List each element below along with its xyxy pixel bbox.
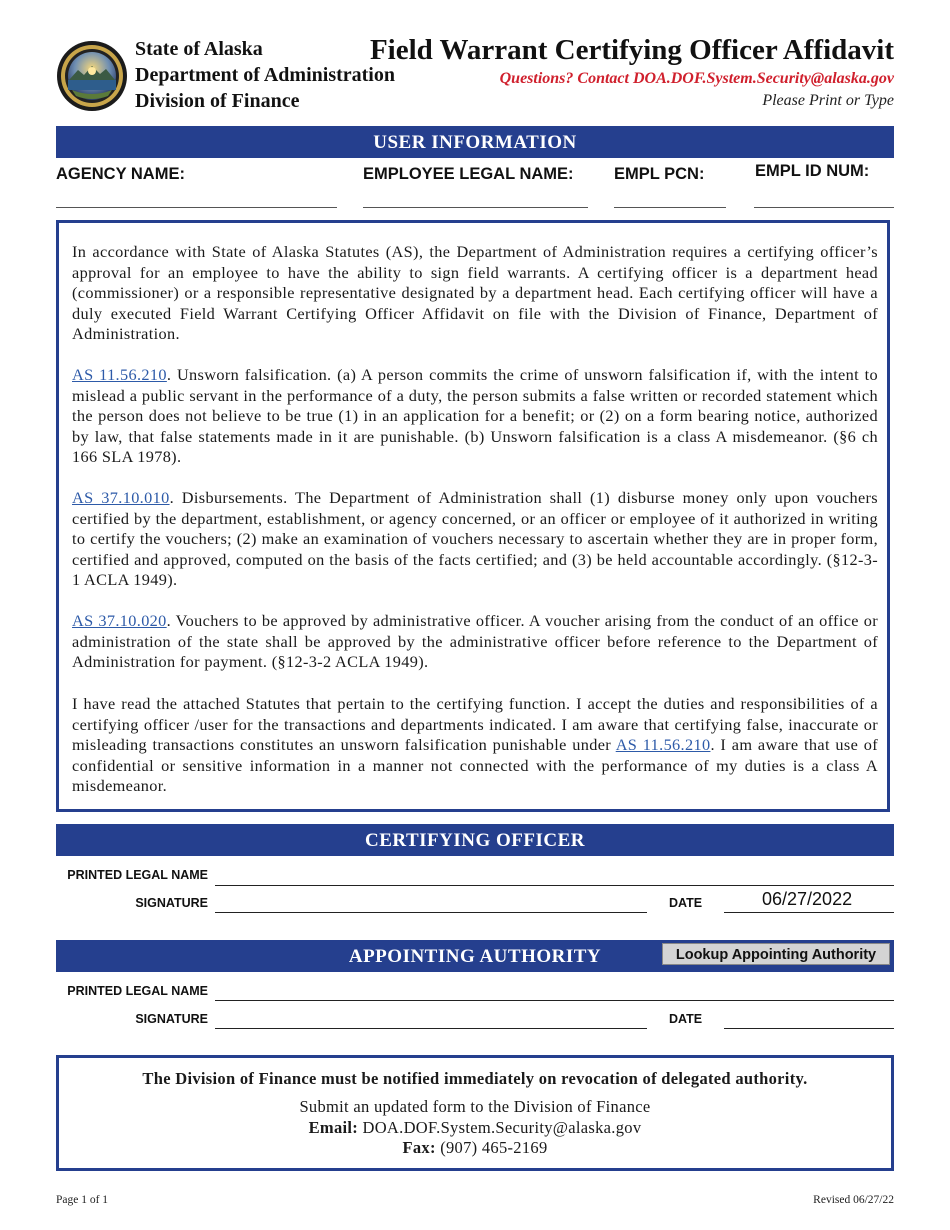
employee-legal-name-field[interactable] <box>363 207 588 208</box>
acknowledgement-statute-link[interactable]: AS 11.56.210 <box>615 735 711 755</box>
co-date-value[interactable]: 06/27/2022 <box>762 889 853 909</box>
co-signature-label: SIGNATURE <box>135 896 208 910</box>
org-department: Department of Administration <box>135 64 395 86</box>
acknowledgement-text-end: . I am aware that use of confidential or sensitive information in a manner not connected with the performance of my duties is a class A misdemeanor. <box>72 735 878 796</box>
notice-email-line <box>56 1118 894 1138</box>
email-label: Email: <box>308 1118 359 1137</box>
empl-pcn-label: EMPL PCN: <box>614 165 705 183</box>
statute-paragraph-37-10-010 <box>72 488 878 591</box>
revision-date: Revised 06/27/22 <box>813 1194 894 1206</box>
statute-link-37-10-010[interactable]: AS 37.10.010 <box>72 488 170 507</box>
employee-legal-name-label: EMPLOYEE LEGAL NAME: <box>363 165 574 183</box>
notice-email[interactable]: DOA.DOF.System.Security@alaska.gov <box>362 1118 642 1137</box>
lookup-appointing-authority-button[interactable]: Lookup Appointing Authority <box>662 943 890 965</box>
statute-text-37-10-020: . Vouchers to be approved by administrative officer. A voucher arising from the conduct of an office or administration of the state shall be approved by the administrative officer before reference to the Department of Administration for payment. (§12-3-2 ACLA 1949). <box>72 611 878 672</box>
state-seal-logo <box>56 40 128 112</box>
print-note: Please Print or Type <box>762 92 894 109</box>
revocation-notice-headline: The Division of Finance must be notified immediately on revocation of delegated authority. <box>142 1069 808 1088</box>
co-printed-name-label: PRINTED LEGAL NAME <box>67 868 208 882</box>
co-printed-name-field[interactable] <box>215 885 894 886</box>
user-information-header: USER INFORMATION <box>56 126 894 158</box>
org-division: Division of Finance <box>135 90 300 112</box>
statute-link-37-10-020[interactable]: AS 37.10.020 <box>72 611 167 630</box>
empl-pcn-field[interactable] <box>614 207 726 208</box>
page-number: Page 1 of 1 <box>56 1194 109 1206</box>
empl-id-num-label: EMPL ID NUM: <box>755 162 870 180</box>
aa-date-label: DATE <box>669 1012 703 1026</box>
agency-name-field[interactable] <box>56 207 337 208</box>
statute-paragraph-11-56-210 <box>72 365 878 468</box>
statute-link-11-56-210[interactable]: AS 11.56.210 <box>72 365 167 384</box>
co-date-field[interactable] <box>724 912 894 913</box>
notice-fax: (907) 465-2169 <box>440 1138 548 1157</box>
empl-id-num-field[interactable] <box>754 207 894 208</box>
appointing-authority-header: APPOINTING AUTHORITY <box>56 940 894 972</box>
agency-name-label: AGENCY NAME: <box>56 165 185 183</box>
statute-paragraph-37-10-020 <box>72 611 878 673</box>
aa-signature-field[interactable] <box>215 1028 647 1029</box>
submit-instructions: Submit an updated form to the Division of Finance <box>299 1097 651 1116</box>
org-state: State of Alaska <box>135 38 263 60</box>
statute-text-37-10-010: . Disbursements. The Department of Administration shall (1) disburse money only upon vouchers certified by the department, establishment, or agency concerned, or an officer or employee of it authorized in writing to certify the vouchers; (2) make an examination of vouchers necessary to ascertain whether they are in proper form, certified and approved, computed on the basis of the facts certified; and (3) be held accountable accordingly. (§12-3-1 ACLA 1949). <box>72 488 878 590</box>
statute-text-11-56-210: . Unsworn falsification. (a) A person commits the crime of unsworn falsification if, with the intent to mislead a public servant in the performance of a duty, the person submits a false written or recorded statement which the person does not believe to be true (1) in an application for a benefit; or (2) on a form bearing notice, authorized by law, that false statements made in it are punishable. (b) Unsworn falsification is a class A misdemeanor. (§6 ch 166 SLA 1978). <box>72 365 878 467</box>
aa-date-field[interactable] <box>724 1028 894 1029</box>
co-date-label: DATE <box>669 896 703 910</box>
acknowledgement-paragraph <box>72 694 878 797</box>
fax-label: Fax: <box>402 1138 436 1157</box>
aa-printed-name-label: PRINTED LEGAL NAME <box>67 984 208 998</box>
intro-paragraph: In accordance with State of Alaska Statutes (AS), the Department of Administration requires a certifying officer’s approval for an employee to have the ability to sign field warrants. A certifying officer is a department head (commissioner) or a responsible representative designated by a department head. Each certifying officer will have a duly executed Field Warrant Certifying Officer Affidavit on file with the Division of Finance, Department of Administration. <box>72 242 878 344</box>
certifying-officer-header: CERTIFYING OFFICER <box>56 824 894 856</box>
co-signature-field[interactable] <box>215 912 647 913</box>
aa-printed-name-field[interactable] <box>215 1000 894 1001</box>
form-title: Field Warrant Certifying Officer Affidavit <box>369 34 894 66</box>
notice-fax-line <box>56 1138 894 1158</box>
contact-email-link[interactable]: Questions? Contact DOA.DOF.System.Security@alaska.gov <box>499 70 894 87</box>
aa-signature-label: SIGNATURE <box>135 1012 208 1026</box>
acknowledgement-text-start: I have read the attached Statutes that pertain to the certifying function. I accept the duties and responsibilities of a certifying officer /user for the transactions and departments indicated. I am aware that certifying false, inaccurate or misleading transactions constitutes an unsworn falsification punishable under <box>72 694 878 755</box>
